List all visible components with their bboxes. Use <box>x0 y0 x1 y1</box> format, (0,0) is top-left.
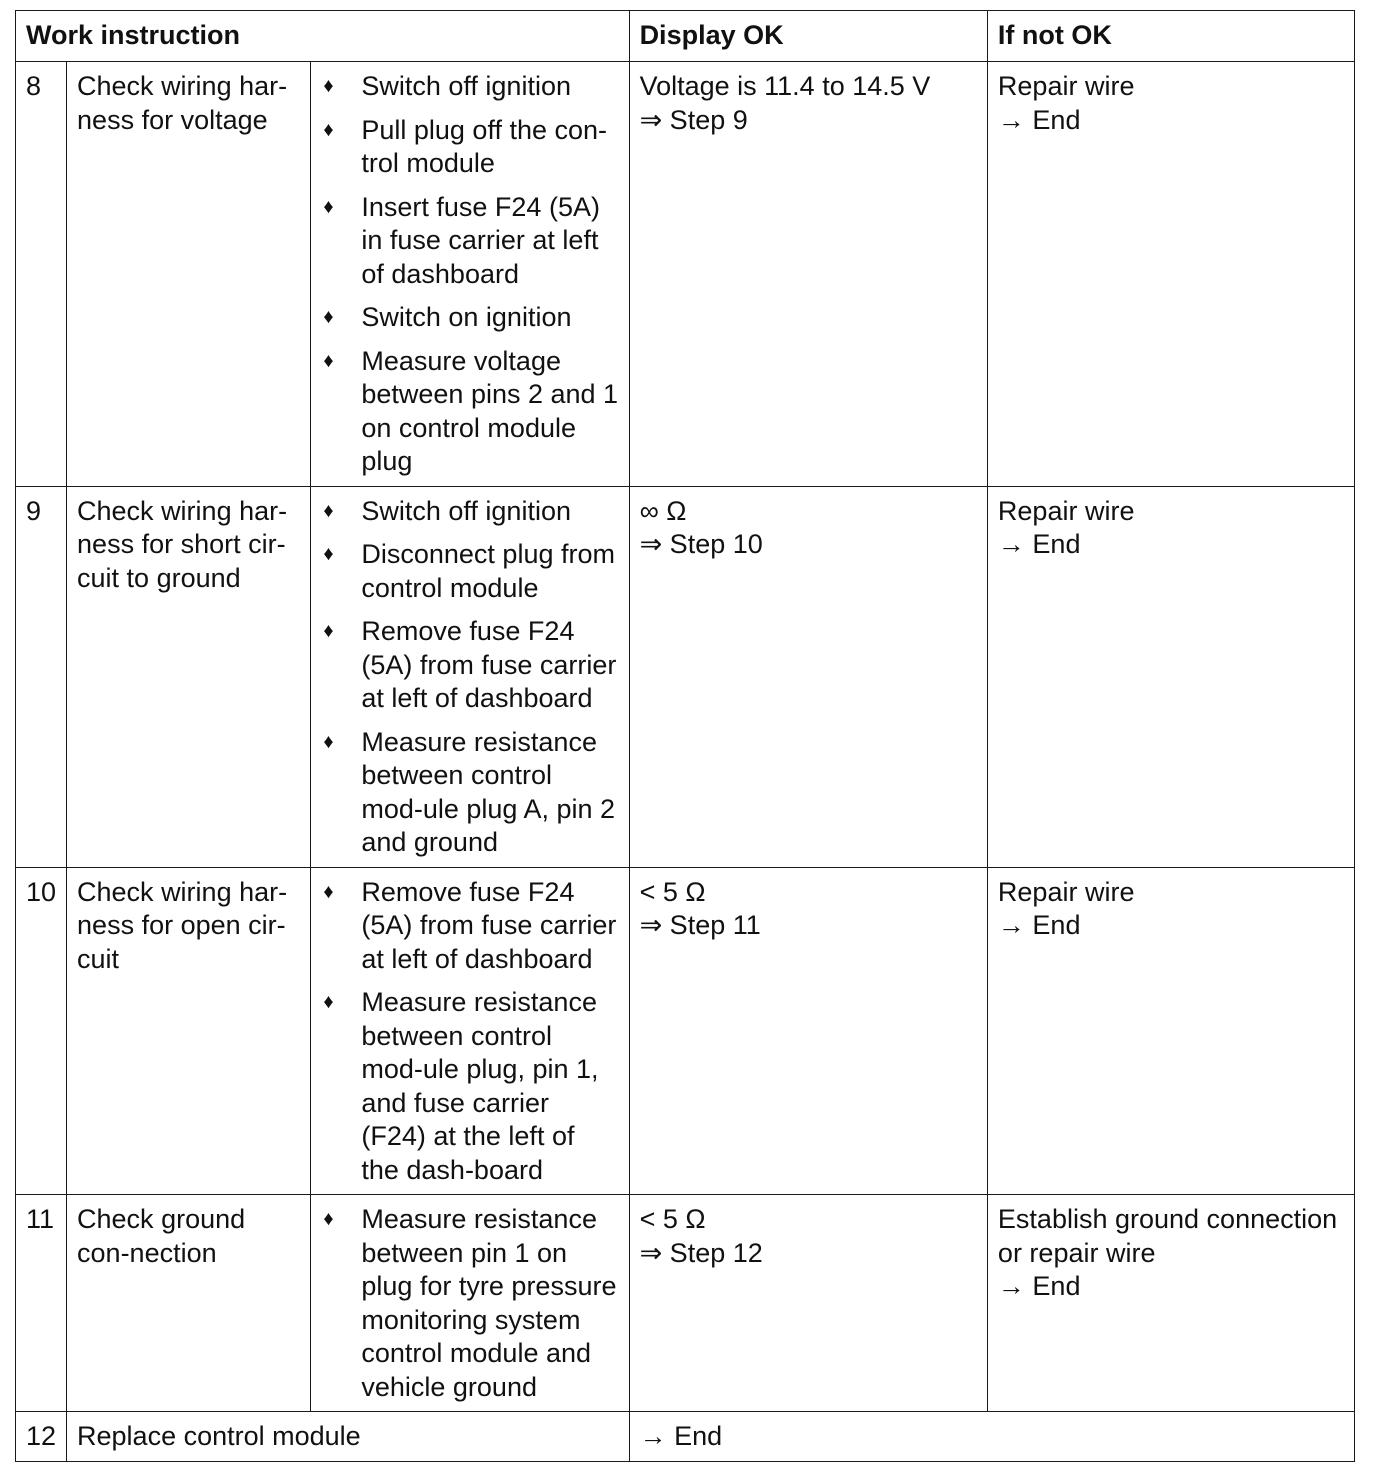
list-item <box>321 70 618 104</box>
diamond-bullet-icon: ♦ <box>323 620 334 642</box>
instruction-text: Measure resistance between pin 1 on plug for tyre pressure monitoring system control module and vehicle ground <box>361 1204 617 1402</box>
diamond-bullet-icon: ♦ <box>323 349 334 372</box>
list-item <box>321 986 618 1187</box>
step-number: 11 <box>16 1195 67 1412</box>
step-number: 9 <box>16 486 67 867</box>
list-item <box>321 726 618 860</box>
table-row-final <box>16 1412 1355 1462</box>
diamond-bullet-icon: ♦ <box>323 195 334 218</box>
final-display-ok: → End <box>629 1412 1354 1462</box>
display-ok-cell <box>629 1195 987 1412</box>
display-ok-text: < 5 Ω <box>639 1204 706 1234</box>
if-not-ok-text: Repair wire <box>997 876 1135 907</box>
diamond-bullet-icon: ♦ <box>323 880 334 903</box>
display-ok-text: Voltage is 11.4 to 14.5 V <box>639 71 931 101</box>
header-work-instruction: Work instruction <box>16 11 630 62</box>
instruction-text: Switch off ignition <box>361 495 571 526</box>
list-item <box>321 876 618 977</box>
instruction-list <box>321 1203 618 1404</box>
display-ok-text: ⇒ Step 10 <box>639 529 763 559</box>
display-ok-cell <box>629 62 987 487</box>
instruction-list <box>321 70 618 479</box>
display-ok-cell <box>629 867 987 1195</box>
table-row <box>16 62 1355 487</box>
list-item <box>321 615 618 716</box>
list-item <box>321 495 618 529</box>
diamond-bullet-icon: ♦ <box>323 543 334 565</box>
diamond-bullet-icon: ♦ <box>323 991 334 1013</box>
instruction-text: Pull plug off the con-trol module <box>361 114 608 178</box>
if-not-ok-text: Repair wire <box>997 495 1135 526</box>
header-display-ok: Display OK <box>629 11 987 62</box>
if-not-ok-text: Establish ground connection <box>997 1204 1338 1234</box>
table-row <box>16 867 1355 1195</box>
step-number: 8 <box>16 62 67 487</box>
diamond-bullet-icon: ♦ <box>323 1208 334 1230</box>
display-ok-text: ⇒ Step 9 <box>639 104 748 135</box>
display-ok-text: ⇒ Step 11 <box>639 910 761 940</box>
display-ok-text: < 5 Ω <box>639 876 706 907</box>
list-item <box>321 114 618 181</box>
diamond-bullet-icon: ♦ <box>323 499 334 522</box>
instruction-text: Measure voltage between pins 2 and 1 on control module plug <box>361 345 619 476</box>
instruction-text: Measure resistance between control mod-ule plug A, pin 2 and ground <box>361 726 616 857</box>
diamond-bullet-icon: ♦ <box>323 118 334 141</box>
check-description: Check ground con-nection <box>67 1195 311 1412</box>
if-not-ok-cell <box>987 867 1354 1195</box>
check-description: Check wiring har-ness for voltage <box>67 62 311 487</box>
if-not-ok-cell <box>987 62 1354 487</box>
if-not-ok-cell <box>987 486 1354 867</box>
table-header-row <box>16 11 1355 62</box>
display-ok-cell <box>629 486 987 867</box>
instruction-text: Switch off ignition <box>361 71 571 101</box>
if-not-ok-text: Repair wire <box>997 71 1135 101</box>
list-item <box>321 345 618 479</box>
instruction-list <box>321 495 618 860</box>
instruction-text: Remove fuse F24 (5A) from fuse carrier at left of dashboard <box>361 616 617 713</box>
table-row <box>16 486 1355 867</box>
if-not-ok-text: → End <box>997 104 1081 135</box>
step-number: 12 <box>16 1412 67 1462</box>
if-not-ok-text: → End <box>997 910 1081 940</box>
diamond-bullet-icon: ♦ <box>323 306 334 328</box>
header-if-not-ok: If not OK <box>987 11 1354 62</box>
instruction-text: Disconnect plug from control module <box>361 539 615 603</box>
instruction-list-cell <box>311 62 629 487</box>
diagnostic-table <box>15 10 1355 1462</box>
display-ok-text: ⇒ Step 12 <box>639 1237 763 1268</box>
instruction-list-cell <box>311 486 629 867</box>
instruction-list <box>321 876 618 1188</box>
instruction-text: Insert fuse F24 (5A) in fuse carrier at left of dashboard <box>361 191 600 289</box>
instruction-list-cell <box>311 1195 629 1412</box>
instruction-text: Remove fuse F24 (5A) from fuse carrier at left of dashboard <box>361 876 617 974</box>
instruction-text: Measure resistance between control mod-ule plug, pin 1, and fuse carrier (F24) at the left of the dash-board <box>361 987 599 1185</box>
list-item <box>321 191 618 292</box>
instruction-text: Switch on ignition <box>361 302 572 332</box>
check-description: Check wiring har-ness for open cir-cuit <box>67 867 311 1195</box>
check-description: Check wiring har-ness for short cir-cuit to ground <box>67 486 311 867</box>
final-instruction: Replace control module <box>67 1412 630 1462</box>
list-item <box>321 1203 618 1404</box>
diamond-bullet-icon: ♦ <box>323 730 334 753</box>
diamond-bullet-icon: ♦ <box>323 75 334 97</box>
display-ok-text: ∞ Ω <box>639 495 687 526</box>
if-not-ok-text: → End <box>997 529 1081 559</box>
step-number: 10 <box>16 867 67 1195</box>
list-item <box>321 301 618 335</box>
table-row <box>16 1195 1355 1412</box>
if-not-ok-text: or repair wire <box>997 1237 1156 1268</box>
if-not-ok-text: → End <box>997 1271 1081 1301</box>
instruction-list-cell <box>311 867 629 1195</box>
list-item <box>321 538 618 605</box>
if-not-ok-cell <box>987 1195 1354 1412</box>
